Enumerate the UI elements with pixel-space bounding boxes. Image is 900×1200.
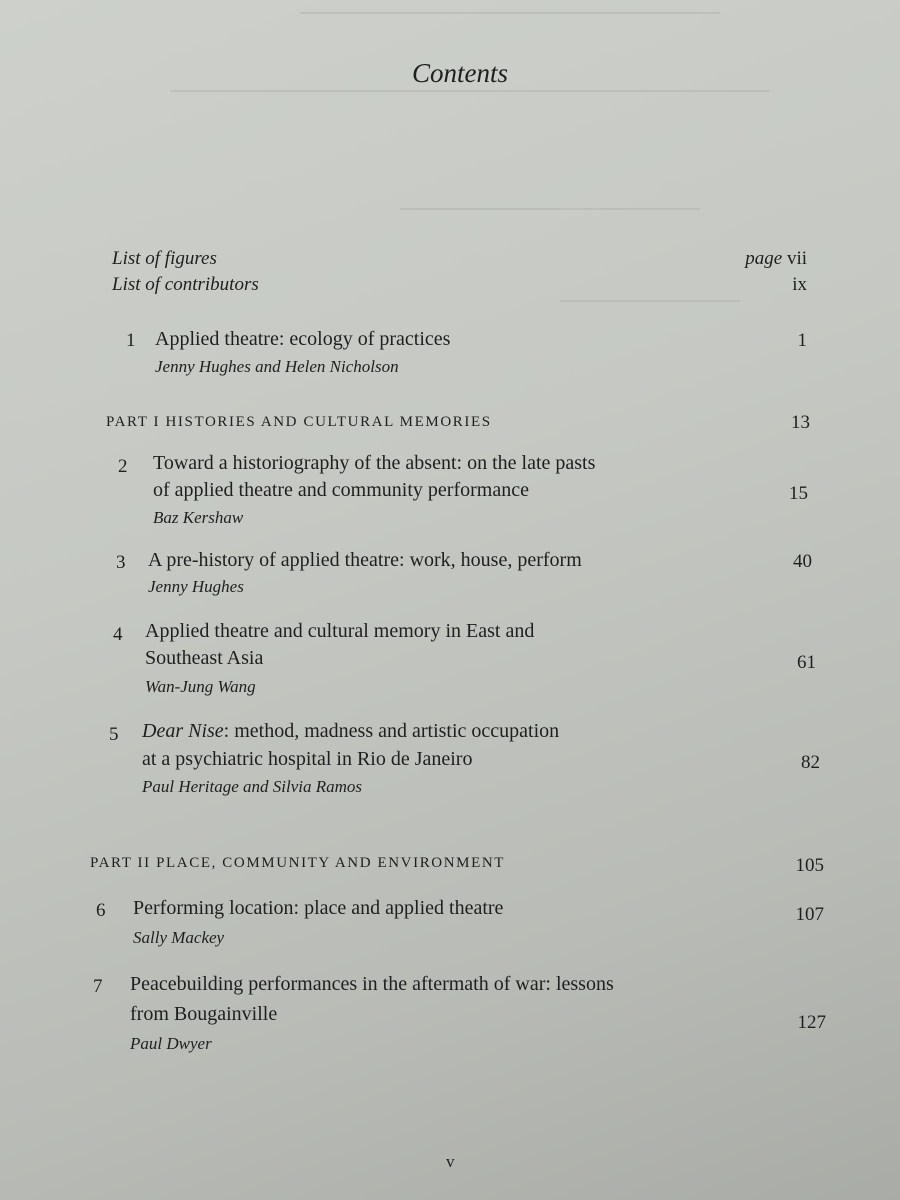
- toc-list-of-figures[interactable]: [112, 248, 217, 270]
- chapter-number: 3: [116, 552, 126, 573]
- chapter-page: 1: [797, 330, 807, 351]
- chapter-page: 127: [797, 1012, 826, 1033]
- chapter-author: Wan-Jung Wang: [145, 677, 256, 696]
- toc-list-of-contributors[interactable]: [112, 274, 259, 296]
- chapter-number: 1: [126, 330, 136, 351]
- chapter-author: Jenny Hughes and Helen Nicholson: [155, 357, 399, 376]
- chapter-title-line1[interactable]: [142, 720, 559, 743]
- chapter-author: Jenny Hughes: [148, 577, 244, 596]
- chapter-author: Sally Mackey: [133, 928, 225, 947]
- chapter-page: 82: [801, 752, 820, 773]
- page-prefix: page: [745, 248, 783, 269]
- chapter-page: 15: [789, 483, 808, 504]
- chapter-title-italic: Dear Nise: [142, 720, 224, 742]
- chapter-number: 5: [109, 724, 119, 745]
- chapter-page: 61: [797, 652, 816, 673]
- page-title: Contents: [411, 58, 508, 88]
- chapter-author: Paul Dwyer: [130, 1034, 212, 1053]
- part-label: PART I: [106, 414, 161, 430]
- toc-page-list-of-contributors: ix: [792, 274, 807, 295]
- footer-page-number: v: [446, 1152, 455, 1171]
- chapter-title[interactable]: Applied theatre: ecology of practices: [155, 328, 451, 350]
- chapter-page: 107: [795, 904, 824, 925]
- chapter-title-rest: : method, madness and artistic occupation: [223, 720, 560, 742]
- chapter-title[interactable]: Performing location: place and applied theatre: [133, 897, 504, 919]
- part-heading[interactable]: [106, 414, 492, 431]
- chapter-title-line1[interactable]: Applied theatre and cultural memory in East and: [145, 620, 535, 642]
- part-label: PART II: [90, 855, 151, 871]
- chapter-number: 7: [93, 976, 103, 997]
- toc-entry-label: List of figures: [112, 248, 217, 269]
- chapter-author: Baz Kershaw: [153, 508, 244, 527]
- chapter-title-line1[interactable]: Peacebuilding performances in the aftermath of war: lessons: [130, 973, 614, 995]
- chapter-author: Paul Heritage and Silvia Ramos: [142, 777, 363, 796]
- part-page: 105: [795, 855, 824, 876]
- part-title: PLACE, COMMUNITY AND ENVIRONMENT: [156, 855, 506, 871]
- chapter-title[interactable]: A pre-history of applied theatre: work, house, perform: [148, 549, 582, 571]
- chapter-number: 2: [118, 456, 128, 477]
- part-title: HISTORIES AND CULTURAL MEMORIES: [165, 414, 492, 430]
- chapter-number: 6: [96, 900, 106, 921]
- part-heading[interactable]: [90, 855, 505, 872]
- chapter-title-line2[interactable]: from Bougainville: [130, 1003, 278, 1025]
- chapter-page: 40: [793, 551, 812, 572]
- chapter-title-line2[interactable]: of applied theatre and community performance: [153, 479, 529, 501]
- chapter-title-line2[interactable]: at a psychiatric hospital in Rio de Janeiro: [142, 748, 473, 770]
- chapter-title-line2[interactable]: Southeast Asia: [145, 647, 264, 669]
- chapter-title-line1[interactable]: Toward a historiography of the absent: on the late pasts: [153, 452, 596, 474]
- chapter-number: 4: [113, 624, 123, 645]
- toc-page-list-of-figures: [745, 248, 807, 270]
- toc-entry-label: List of contributors: [112, 274, 259, 295]
- page-number: vii: [786, 248, 807, 269]
- part-page: 13: [791, 412, 810, 433]
